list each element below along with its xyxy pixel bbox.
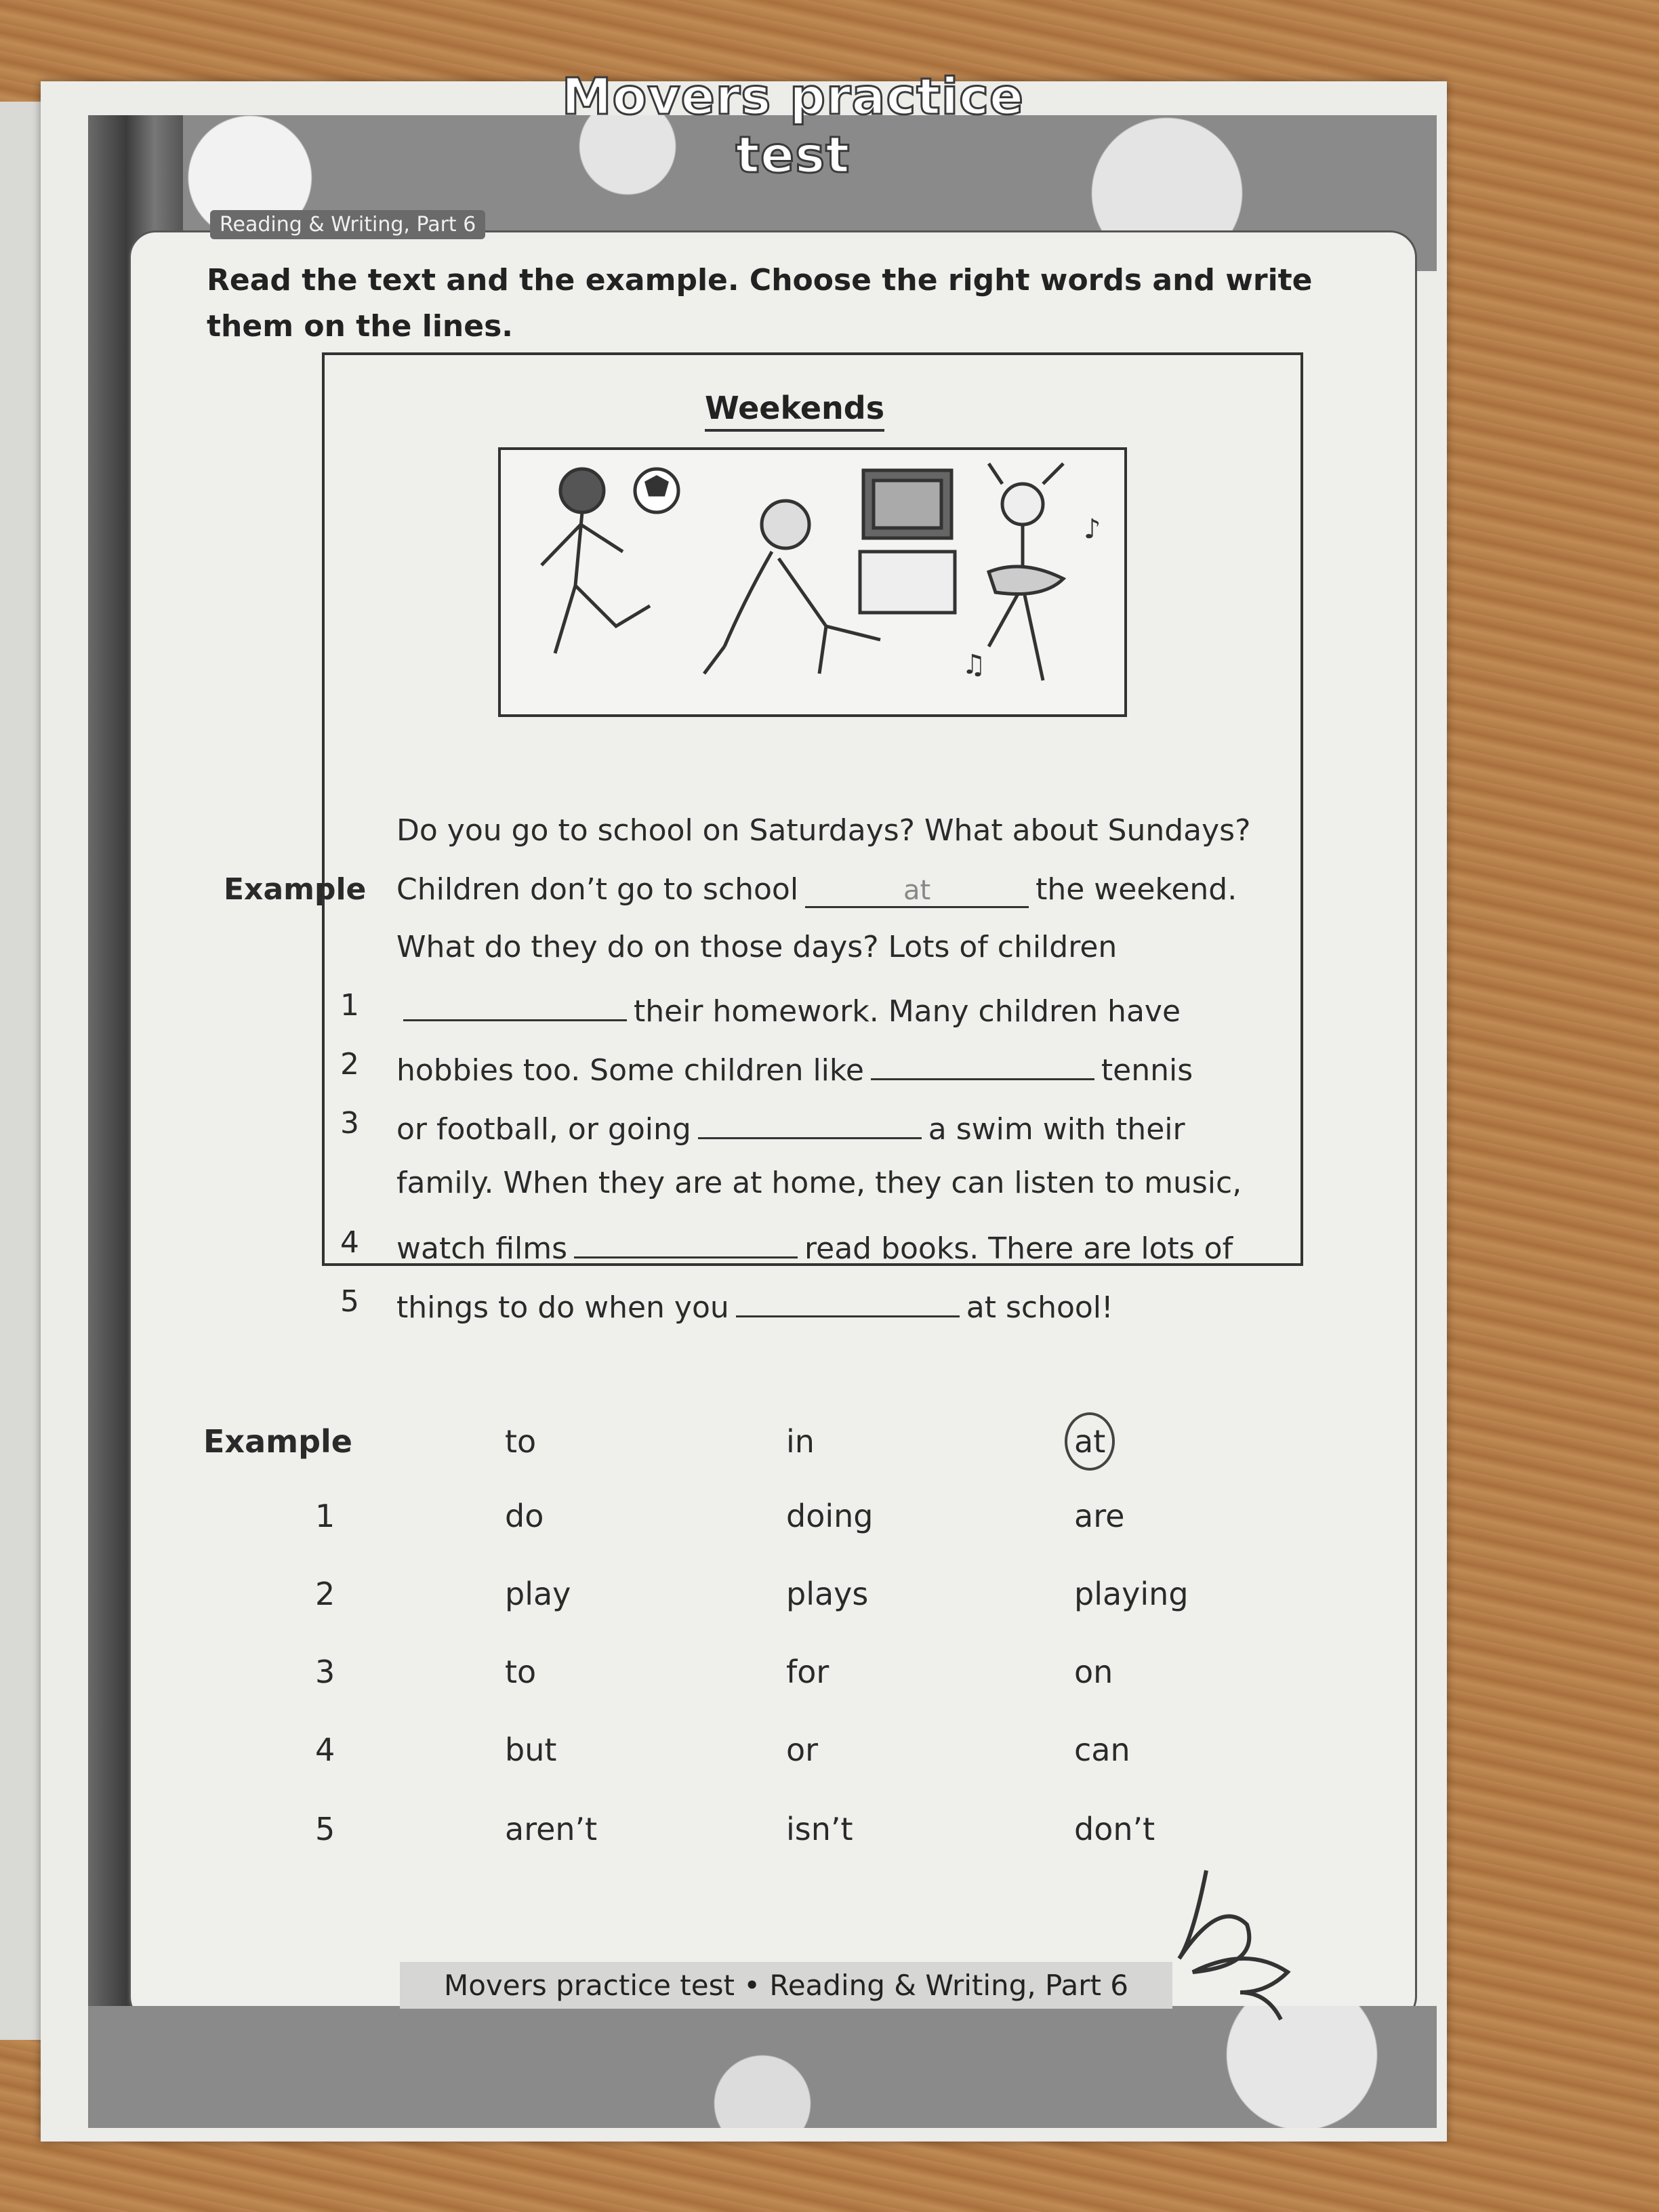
option-choice[interactable]: to [505,1654,537,1690]
story-text-before: What do they do on those days? Lots of children [396,930,1118,964]
story-text-after: a swim with their [928,1112,1185,1147]
answer-blank[interactable]: at [805,875,1029,908]
story-text-after: tennis [1101,1053,1193,1088]
story-line [396,872,1237,908]
answer-blank[interactable] [574,1225,798,1258]
story-text-before: or football, or going [396,1112,691,1147]
option-choice[interactable]: can [1074,1732,1130,1768]
instructions: Read the text and the example. Choose the right words and write them on the lines. [207,263,1313,344]
dancing-girl-icon [962,464,1101,680]
option-choice[interactable]: playing [1074,1576,1189,1612]
svg-text:♪: ♪ [1084,514,1101,545]
label-divider [322,786,325,1261]
option-row-label: Example [203,1423,352,1460]
option-choice[interactable]: on [1074,1654,1113,1690]
option-choice[interactable]: plays [786,1576,869,1612]
option-row-label: 2 [315,1576,335,1612]
sitting-boy-icon [704,501,880,674]
story-line [396,1284,1113,1325]
story-line [396,1166,1242,1200]
answer-blank[interactable] [736,1284,960,1317]
answer-blank[interactable] [698,1106,922,1139]
story-text-before: Do you go to school on Saturdays? What about Sundays? [396,813,1251,848]
option-choice[interactable]: to [505,1423,537,1460]
option-choice[interactable]: are [1074,1498,1125,1534]
story-line [396,930,1117,964]
option-choice[interactable]: or [786,1732,819,1768]
footer-text: Movers practice test • Reading & Writing, Part 6 [400,1962,1172,2009]
story-text-before: things to do when you [396,1290,729,1325]
story-text-before: family. When they are at home, they can listen to music, [396,1166,1242,1200]
section-badge: Reading & Writing, Part 6 [210,210,485,239]
option-choice[interactable]: for [786,1654,830,1690]
svg-text:♫: ♫ [962,649,986,680]
illustration-icon [501,450,1124,714]
answer-blank[interactable] [403,988,627,1021]
story-text-before: watch films [396,1231,567,1266]
story-text-after: their homework. Many children have [634,994,1181,1029]
option-choice[interactable]: play [505,1576,571,1612]
option-choice[interactable]: aren’t [505,1811,598,1847]
line-label: 3 [340,1106,359,1141]
option-choice[interactable]: don’t [1074,1811,1155,1847]
option-choice[interactable]: at [1065,1412,1115,1471]
story-text-after: read books. There are lots of [804,1231,1233,1266]
line-label: Example [224,872,367,907]
story-text-before: Children don’t go to school [396,872,799,907]
football-player-icon [541,469,678,653]
story-title: Weekends [705,390,884,432]
signature-icon [1166,1857,1315,2033]
story-line [396,1106,1185,1147]
line-label: 1 [340,988,359,1023]
option-row-label: 3 [315,1654,335,1690]
option-choice[interactable]: isn’t [786,1811,853,1847]
page-title: Movers practice test [561,68,1025,184]
television-icon [860,470,955,613]
story-text-after: the weekend. [1036,872,1237,907]
signature-mark [1166,1857,1315,2036]
option-row-label: 4 [315,1732,335,1768]
story-text-after: at school! [966,1290,1113,1325]
line-label: 4 [340,1225,359,1260]
option-choice[interactable]: but [505,1732,557,1768]
answer-blank[interactable] [871,1047,1094,1080]
option-choice[interactable]: doing [786,1498,874,1534]
story-illustration [498,447,1127,717]
option-row-label: 1 [315,1498,335,1534]
option-choice[interactable]: do [505,1498,544,1534]
story-text-before: hobbies too. Some children like [396,1053,864,1088]
line-label: 5 [340,1284,359,1319]
story-line [396,1047,1193,1088]
line-label: 2 [340,1047,359,1082]
option-choice[interactable]: in [786,1423,815,1460]
story-line [396,1225,1233,1266]
story-line [396,813,1250,848]
option-row-label: 5 [315,1811,335,1847]
story-line [396,988,1181,1029]
